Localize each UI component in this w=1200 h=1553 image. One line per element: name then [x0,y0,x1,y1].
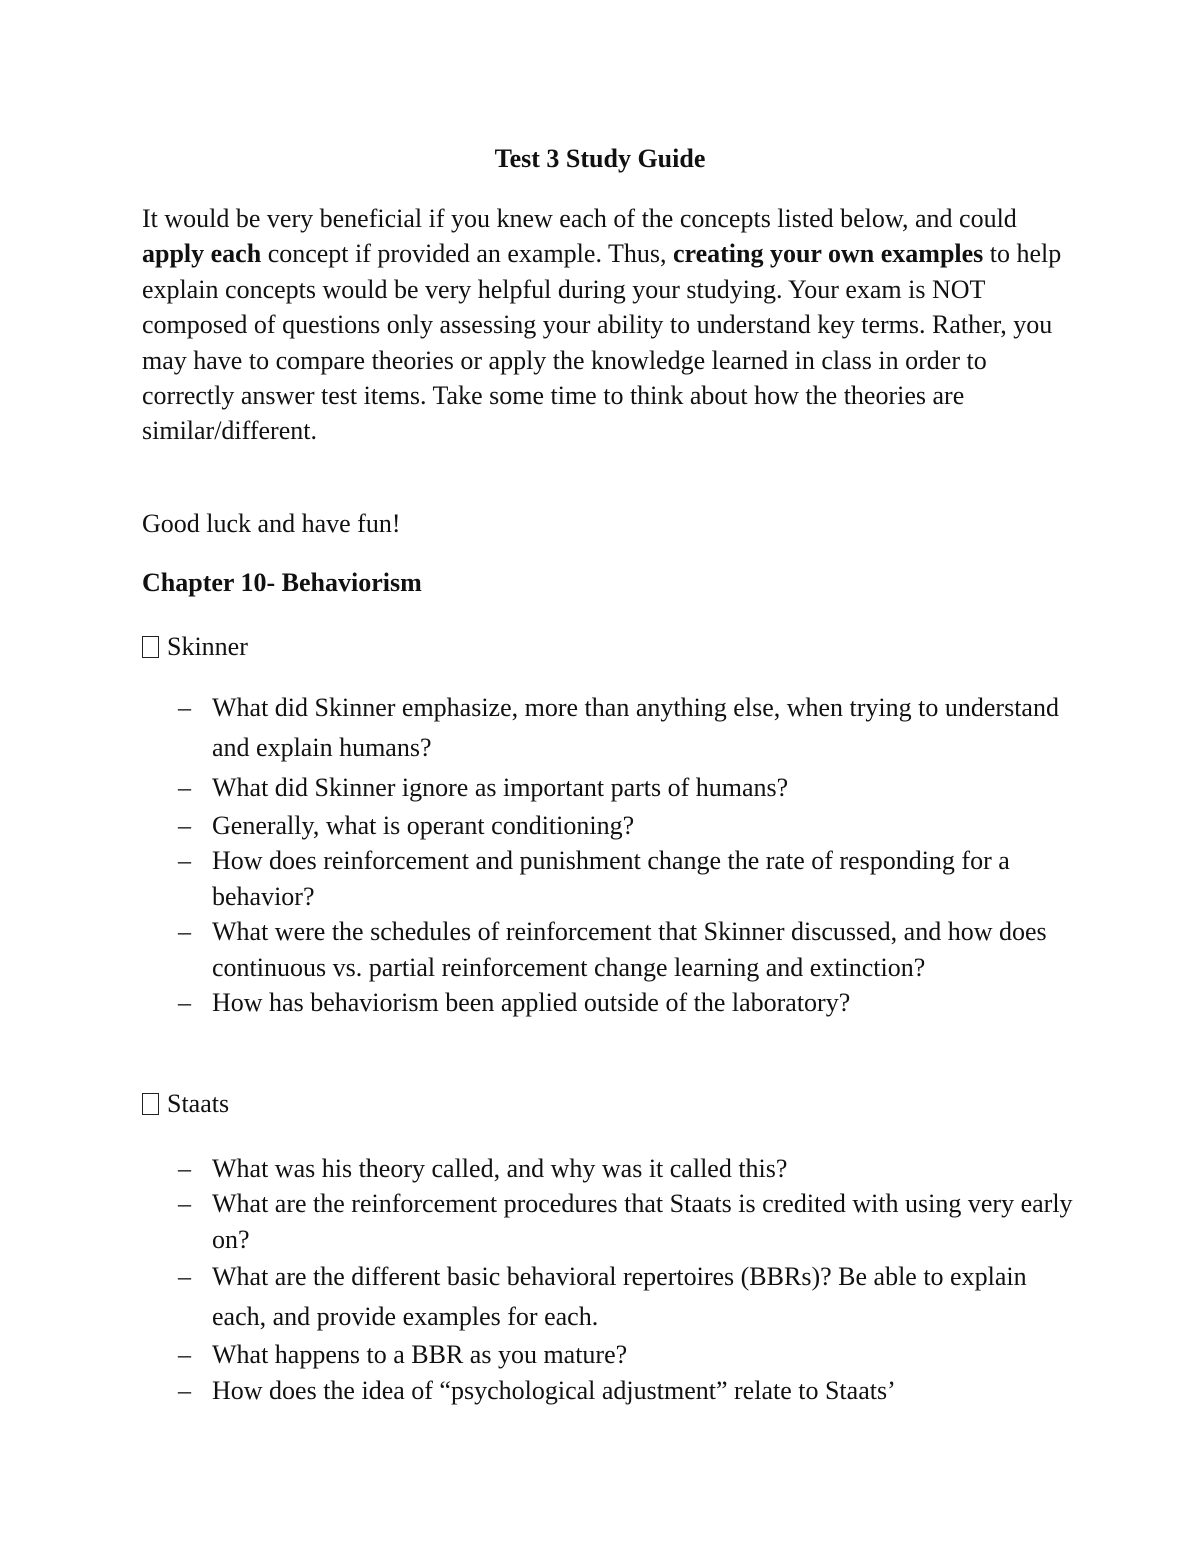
dash-bullet: – [178,917,191,947]
dash-bullet: – [178,1262,191,1292]
question-text: What did Skinner emphasize, more than anything else, when trying to understand and explain humans? [212,693,1059,762]
chapter-heading: Chapter 10- Behaviorism [142,568,422,597]
intro-text-2: concept if provided an example. Thus, [261,239,673,269]
staats-question-list [142,1151,1082,1408]
topic-label: Staats [167,1089,230,1118]
question-text: What happens to a BBR as you mature? [212,1340,628,1370]
dash-bullet: – [178,773,191,802]
question-text: How has behaviorism been applied outside of the laboratory? [212,988,851,1018]
question-text: How does the idea of “psychological adjustment” relate to Staats’ [212,1375,896,1405]
dash-bullet: – [178,988,191,1018]
list-item [142,688,1082,768]
intro-text-3: to help explain concepts would be very helpful during your studying. Your exam is NOT composed of questions only assessing your ability to understand key terms. Rather, you may have to compare theories or apply the knowledge learned in class in order to correctly answer test items. Take some time to think about how the theories are similar/different. [142,239,1062,446]
intro-bold-2: creating your own examples [672,239,984,269]
skinner-question-list [142,688,1082,1020]
checkbox-icon [142,1093,159,1115]
dash-bullet: – [178,1189,191,1219]
intro-text-1: It would be very beneficial if you knew each of the concepts listed below, and could [142,204,1017,233]
list-item [142,1337,1082,1372]
checkbox-icon [142,636,159,658]
question-text: What was his theory called, and why was it called this? [212,1154,788,1183]
list-item [142,1186,1082,1257]
dash-bullet: – [178,846,191,876]
intro-bold-1: apply each [142,239,262,269]
topic-staats [142,1086,229,1122]
dash-bullet: – [178,811,191,840]
topic-skinner [142,629,248,665]
list-item [142,1257,1082,1337]
question-text: What are the different basic behavioral repertoires (BBRs)? Be able to explain each, and provide examples for each. [212,1262,1027,1332]
list-item [142,768,1082,808]
list-item [142,808,1082,843]
list-item [142,1373,1082,1408]
dash-bullet: – [178,1375,191,1405]
dash-bullet: – [178,1154,191,1183]
topic-label: Skinner [167,632,248,661]
dash-bullet: – [178,1340,191,1370]
document-title: Test 3 Study Guide [494,144,706,173]
question-text: What did Skinner ignore as important parts of humans? [212,773,789,802]
question-text: How does reinforcement and punishment change the rate of responding for a behavior? [212,846,1010,911]
intro-paragraph [142,201,1072,449]
list-item [142,914,1082,985]
question-text: What are the reinforcement procedures that Staats is credited with using very early on? [212,1189,1073,1254]
question-text: Generally, what is operant conditioning? [212,811,635,840]
closing-line: Good luck and have fun! [142,509,401,538]
list-item [142,985,1082,1020]
question-text: What were the schedules of reinforcement that Skinner discussed, and how does continuous vs. partial reinforcement change learning and extinction? [212,917,1047,982]
list-item [142,1151,1082,1186]
list-item [142,843,1082,914]
dash-bullet: – [178,693,191,722]
